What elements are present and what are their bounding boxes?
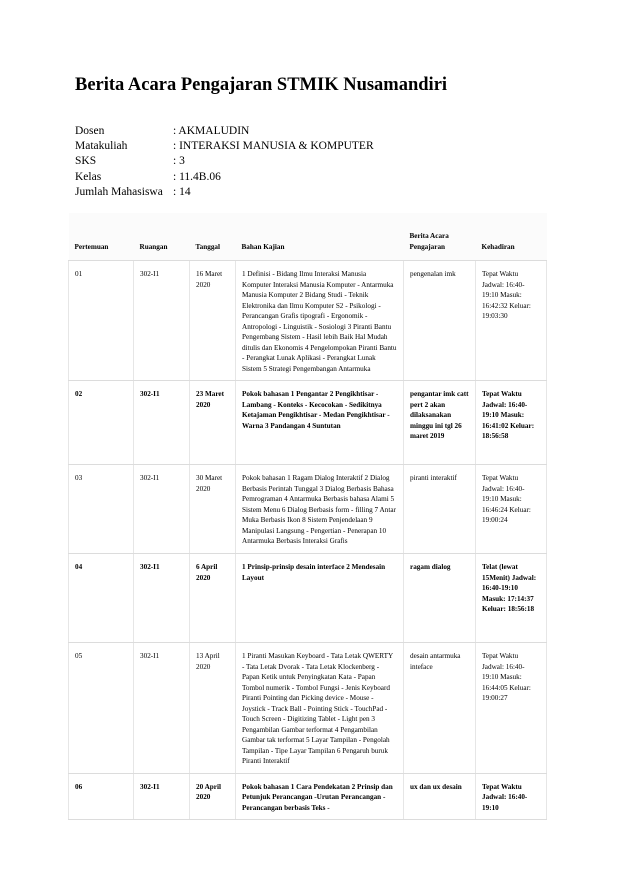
cell-pertemuan: 01 <box>69 261 134 381</box>
header-pertemuan: Pertemuan <box>69 213 134 261</box>
cell-kehadiran: Tepat Waktu Jadwal: 16:40-19:10 Masuk: 16:44:05 Keluar: 19:00:27 <box>476 643 547 774</box>
cell-tanggal: 23 Maret 2020 <box>190 381 236 465</box>
cell-pertemuan: 04 <box>69 554 134 643</box>
cell-kehadiran: Tepat Waktu Jadwal: 16:40-19:10 Masuk: 16:41:02 Keluar: 18:56:58 <box>476 381 547 465</box>
cell-bahan-kajian: Pokok bahasan 1 Ragam Dialog Interaktif 2 Dialog Berbasis Perintah Tunggal 3 Dialog Berbasis Bahasa Pemrograman 4 Antarmuka Berbasis bahasa Alami 5 Sistem Menu 6 Dialog Berbasis form - filling 7 Antar Muka Berbasis Ikon 8 Sistem Penjendelaan 9 Manipulasi Langsung - Pengertian - Penerapan 10 Antarmuka Berbasis Interaksi Grafis <box>236 465 404 554</box>
cell-ruangan: 302-I1 <box>134 554 190 643</box>
cell-tanggal: 20 April 2020 <box>190 773 236 820</box>
cell-ruangan: 302-I1 <box>134 261 190 381</box>
cell-bahan-kajian: 1 Prinsip-prinsip desain interface 2 Mendesain Layout <box>236 554 404 643</box>
cell-pertemuan: 03 <box>69 465 134 554</box>
cell-kehadiran: Telat (lewat 15Menit) Jadwal: 16:40-19:10 Masuk: 17:14:37 Keluar: 18:56:18 <box>476 554 547 643</box>
info-label: Dosen <box>75 125 105 137</box>
cell-bahan-kajian: Pokok bahasan 1 Cara Pendekatan 2 Prinsip dan Petunjuk Perancangan -Urutan Perancangan -Perancangan berbasis Teks - <box>236 773 404 820</box>
cell-pertemuan: 02 <box>69 381 134 465</box>
header-bahan-kajian: Bahan Kajian <box>236 213 404 261</box>
header-ruangan: Ruangan <box>134 213 190 261</box>
cell-tanggal: 6 April 2020 <box>190 554 236 643</box>
cell-ruangan: 302-I1 <box>134 773 190 820</box>
cell-bahan-kajian: 1 Piranti Masukan Keyboard - Tata Letak QWERTY - Tata Letak Dvorak - Tata Letak Klockenberg - Papan Ketik untuk Penyingkatan Kata - Papan Tombol numerik - Tombol Fungsi - Jenis Keyboard Piranti Pointing dan Picking device - Mouse - Joystick - Track Ball - Pointing Stick - TouchPad - Touch Screen - Digitizing Tablet - Light pen 3 Pengambilan Gambar terformat 4 Pengambilan Gambar tak terformat 5 Layar Tampilan - Pengolah Tampilan - Tipe Layar Tampilan 6 Pengaruh buruk Piranti Interaktif <box>236 643 404 774</box>
cell-berita-acara: desain antarmuka inteface <box>404 643 476 774</box>
table-row <box>69 261 547 381</box>
cell-pertemuan: 06 <box>69 773 134 820</box>
cell-tanggal: 16 Maret 2020 <box>190 261 236 381</box>
info-value: : 14 <box>173 185 191 198</box>
course-info <box>75 124 374 200</box>
table-row <box>69 643 547 774</box>
cell-ruangan: 302-I1 <box>134 381 190 465</box>
info-value: : AKMALUDIN <box>173 125 250 137</box>
cell-kehadiran: Tepat Waktu Jadwal: 16:40-19:10 <box>476 773 547 820</box>
info-row-dosen <box>75 124 374 139</box>
cell-tanggal: 30 Maret 2020 <box>190 465 236 554</box>
info-value: : 3 <box>173 155 185 168</box>
info-row-jumlah-mahasiswa <box>75 185 374 200</box>
cell-pertemuan: 05 <box>69 643 134 774</box>
info-row-sks <box>75 154 374 169</box>
info-label: SKS <box>75 155 97 168</box>
cell-berita-acara: pengenalan imk <box>404 261 476 381</box>
table-header-row <box>69 213 547 261</box>
info-label: Kelas <box>75 170 102 183</box>
info-row-matakuliah <box>75 139 374 154</box>
info-label: Matakuliah <box>75 140 128 153</box>
info-value: : 11.4B.06 <box>173 170 221 183</box>
page-title: Berita Acara Pengajaran STMIK Nusamandiri <box>75 75 448 95</box>
table-row <box>69 381 547 465</box>
teaching-record-table <box>68 213 547 820</box>
cell-berita-acara: ux dan ux desain <box>404 773 476 820</box>
table-row <box>69 773 547 820</box>
cell-kehadiran: Tepat Waktu Jadwal: 16:40-19:10 Masuk: 16:46:24 Keluar: 19:00:24 <box>476 465 547 554</box>
header-kehadiran: Kehadiran <box>476 213 547 261</box>
info-label: Jumlah Mahasiswa <box>75 185 163 198</box>
header-berita-acara: Berita Acara Pengajaran <box>404 213 476 261</box>
cell-ruangan: 302-I1 <box>134 643 190 774</box>
cell-bahan-kajian: Pokok bahasan 1 Pengantar 2 Pengikhtisar - Lambang - Konteks - Kecocokan - Sedikitnya Ketajaman Pengikhtisar - Medan Pengikhtisar - Warna 3 Pandangan 4 Suntutan <box>236 381 404 465</box>
header-tanggal: Tanggal <box>190 213 236 261</box>
cell-kehadiran: Tepat Waktu Jadwal: 16:40-19:10 Masuk: 16:42:32 Keluar: 19:03:30 <box>476 261 547 381</box>
cell-berita-acara: piranti interaktif <box>404 465 476 554</box>
table-row <box>69 465 547 554</box>
cell-berita-acara: ragam dialog <box>404 554 476 643</box>
info-row-kelas <box>75 170 374 185</box>
cell-bahan-kajian: 1 Definisi - Bidang Ilmu Interaksi Manusia Komputer Interaksi Manusia Komputer - Antarmuka Manusia Komputer 2 Bidang Studi - Teknik Elektronika dan Ilmu Komputer S2 - Psikologi - Perancangan Grafis tipografi - Ergonomik - Antropologi - Linguistik - Sosiologi 3 Piranti Bantu Pengembang Sistem - Hasil lebih Baik Hal Mudah ditulis dan Ekonomis 4 Pengelompokan Piranti Bantu - Perangkat Lunak Aplikasi - Perangkat Lunak Sistem 5 Strategi Pengembangan Antarmuka <box>236 261 404 381</box>
cell-ruangan: 302-I1 <box>134 465 190 554</box>
cell-tanggal: 13 April 2020 <box>190 643 236 774</box>
cell-berita-acara: pengantar imk catt pert 2 akan dilaksanakan minggu ini tgl 26 maret 2019 <box>404 381 476 465</box>
table-row <box>69 554 547 643</box>
info-value: : INTERAKSI MANUSIA & KOMPUTER <box>173 140 374 153</box>
